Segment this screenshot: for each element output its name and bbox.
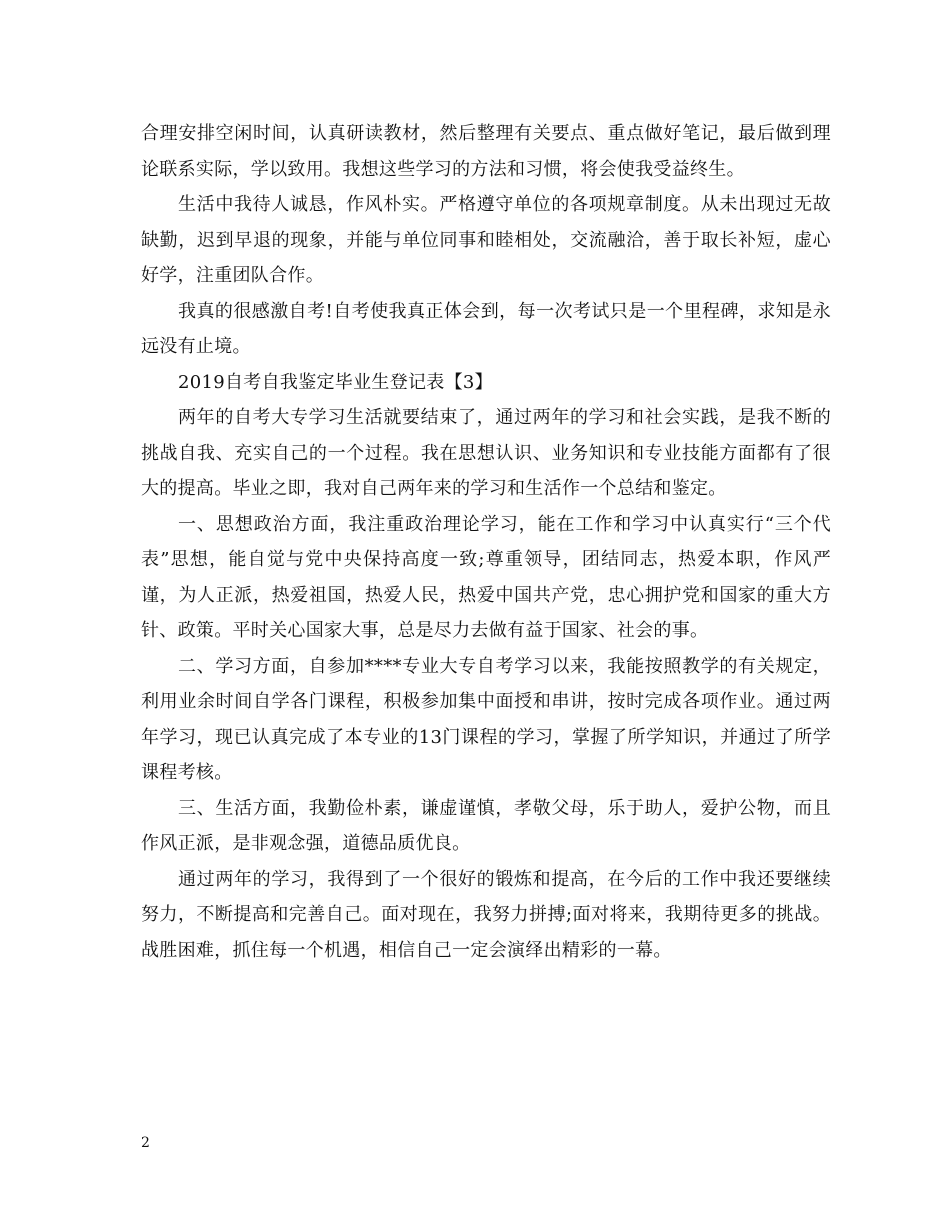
page-number: 2 [141, 1135, 150, 1151]
paragraph-conclusion: 通过两年的学习，我得到了一个很好的锻炼和提高，在今后的工作中我还要继续努力，不断提高和完善自己。面对现在，我努力拼搏;面对将来，我期待更多的挑战。战胜困难，抓住每一个机遇，相信自己一定会演绎出精彩的一幕。 [141, 868, 831, 961]
paragraph-study: 二、学习方面，自参加****专业大专自考学习以来，我能按照教学的有关规定，利用业余时间自学各门课程，积极参加集中面授和串讲，按时完成各项作业。通过两年学习，现已认真完成了本专业的13门课程的学习，掌握了所学知识，并通过了所学课程考核。 [141, 655, 831, 783]
paragraph-introduction: 两年的自考大专学习生活就要结束了，通过两年的学习和社会实践，是我不断的挑战自我、充实自己的一个过程。我在思想认识、业务知识和专业技能方面都有了很大的提高。毕业之即，我对自己两年来的学习和生活作一个总结和鉴定。 [141, 407, 831, 499]
paragraph-life: 三、生活方面，我勤俭朴素，谦虚谨慎，孝敬父母，乐于助人，爱护公物，而且作风正派，是非观念强，道德品质优良。 [141, 797, 831, 854]
paragraph-personal-conduct: 生活中我待人诚恳，作风朴实。严格遵守单位的各项规章制度。从未出现过无故缺勤，迟到早退的现象，并能与单位同事和睦相处，交流融洽，善于取长补短，虚心好学，注重团队合作。 [141, 194, 831, 286]
paragraph-political: 一、思想政治方面，我注重政治理论学习，能在工作和学习中认真实行“三个代表”思想，能自觉与党中央保持高度一致;尊重领导，团结同志，热爱本职，作风严谨，为人正派，热爱祖国，热爱人民，热爱中国共产党，忠心拥护党和国家的重大方针、政策。平时关心国家大事，总是尽力去做有益于国家、社会的事。 [141, 513, 831, 641]
paragraph-continuation: 合理安排空闲时间，认真研读教材，然后整理有关要点、重点做好笔记，最后做到理论联系实际，学以致用。我想这些学习的方法和习惯，将会使我受益终生。 [141, 123, 831, 180]
paragraph-gratitude: 我真的很感激自考!自考使我真正体会到，每一次考试只是一个里程碑，求知是永远没有止境。 [141, 300, 831, 357]
section-heading: 2019自考自我鉴定毕业生登记表【3】 [178, 371, 493, 393]
document-body [141, 116, 831, 968]
